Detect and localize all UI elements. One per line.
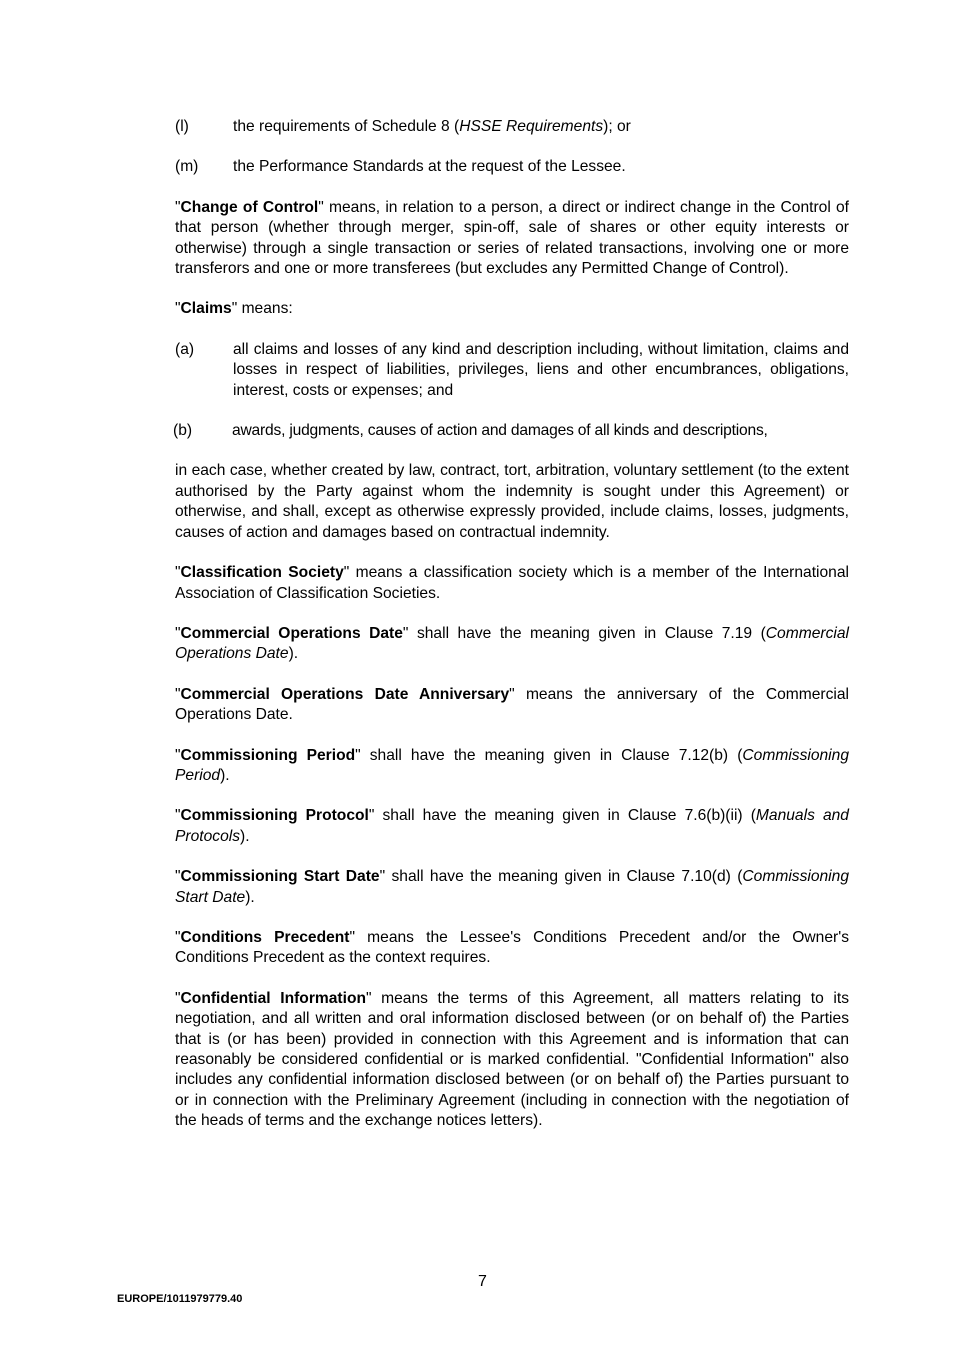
defined-term: Commercial Operations Date xyxy=(180,624,403,642)
definition-claims: "Claims" means: xyxy=(175,300,293,318)
definition-change-of-control: "Change of Control" means, in relation to a person, a direct or indirect change in the Control of that person (whether through merger, spin-off, sale of shares or other equity interests or otherwise) through a single transaction or series of related transactions, involving one or more transferors and one or more transferees (but excludes any Permitted Change of Control). xyxy=(175,198,849,278)
defined-term: Classification Society xyxy=(180,564,344,582)
list-number: (a) xyxy=(175,340,195,358)
list-item-l xyxy=(175,117,849,137)
list-text: awards, judgments, causes of action and damages of all kinds and descriptions, xyxy=(232,422,768,440)
definition-commercial-operations-date-anniversary: "Commercial Operations Date Anniversary" means the anniversary of the Commercial Operations Date. xyxy=(175,685,849,724)
document-reference: EUROPE/1011979779.40 xyxy=(117,1293,243,1305)
definition-commissioning-period: "Commissioning Period" shall have the meaning given in Clause 7.12(b) (Commissioning Period). xyxy=(175,746,849,784)
definition-confidential-information: "Confidential Information" means the terms of this Agreement, all matters relating to its negotiation, and all written and oral information disclosed between (or on behalf of) the Parties that is (or has been) provided in connection with this Agreement and is information that can reasonably be considered confidential or is marked confidential. "Confidential Information" also includes any confidential information disclosed between (or on behalf of) the Parties pursuant to or in connection with the Preliminary Agreement (including in connection with the negotiation of the heads of terms and the exchange notices letters). xyxy=(175,989,849,1130)
list-text: all claims and losses of any kind and description including, without limitation, claims and losses in respect of liabilities, privileges, liens and other encumbrances, obligations, interest, costs or expenses; and xyxy=(233,340,849,399)
claims-item-a xyxy=(175,340,849,401)
definition-conditions-precedent: "Conditions Precedent" means the Lessee's Conditions Precedent and/or the Owner's Conditions Precedent as the context requires. xyxy=(175,928,849,967)
list-number: (l) xyxy=(175,118,189,135)
page-number: 7 xyxy=(478,1273,487,1290)
list-item-m xyxy=(175,157,849,177)
defined-term: Commissioning Start Date xyxy=(180,868,380,886)
list-number: (b) xyxy=(173,422,193,440)
definition-commercial-operations-date: "Commercial Operations Date" shall have the meaning given in Clause 7.19 (Commercial Operations Date). xyxy=(175,624,849,663)
defined-term: Commissioning Period xyxy=(180,746,356,764)
defined-term: Commercial Operations Date Anniversary xyxy=(180,685,510,703)
definition-commissioning-start-date: "Commissioning Start Date" shall have the meaning given in Clause 7.10(d) (Commissioning Start Date). xyxy=(175,868,849,906)
list-number: (m) xyxy=(175,158,199,176)
definition-commissioning-protocol: "Commissioning Protocol" shall have the meaning given in Clause 7.6(b)(ii) (Manuals and Protocols). xyxy=(175,807,849,845)
claims-tail-paragraph: in each case, whether created by law, contract, tort, arbitration, voluntary settlement (to the extent authorised by the Party against whom the indemnity is sought under this Agreement) or otherwise, and shall, except as otherwise expressly provided, include claims, losses, judgments, causes of action and damages based on contractual indemnity. xyxy=(175,462,849,541)
list-text: the Performance Standards at the request of the Lessee. xyxy=(233,158,626,176)
list-text: the requirements of Schedule 8 (HSSE Requirements); or xyxy=(233,118,631,135)
defined-term: Confidential Information xyxy=(180,989,366,1007)
defined-term: Commissioning Protocol xyxy=(180,807,369,825)
definition-classification-society: "Classification Society" means a classification society which is a member of the International Association of Classification Societies. xyxy=(175,564,849,602)
defined-term: Claims xyxy=(180,300,232,318)
defined-term: Conditions Precedent xyxy=(180,928,350,946)
defined-term: Change of Control xyxy=(180,198,319,216)
claims-item-b xyxy=(173,421,847,441)
document-body xyxy=(175,117,849,1152)
